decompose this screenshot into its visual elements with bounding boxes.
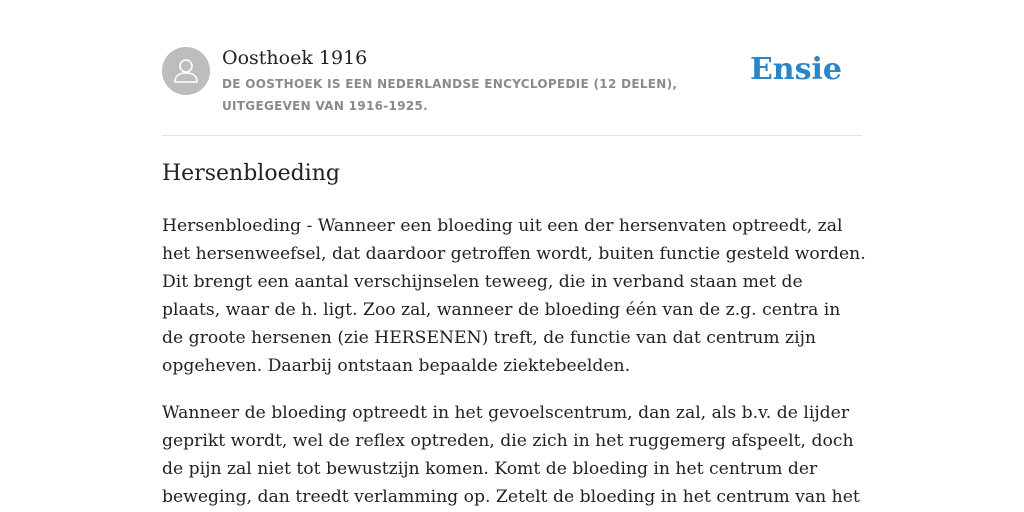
article-paragraph: Hersenbloeding - Wanneer een bloeding uit een der hersenvaten optreedt, zal het hersenweefsel, dat daardoor getroffen wordt, buiten functie gesteld worden. Dit brengt een aantal verschijnselen teweeg, die in verband staan met de plaats, waar de h. ligt. Zoo zal, wanneer de bloeding één van de z.g. centra in de groote hersenen (zie HERSENEN) treft, de functie van dat centrum zijn opgeheven. Daarbij ontstaan bepaalde ziektebeelden. [162,216,866,376]
source-header [162,46,862,136]
article-paragraph: Wanneer de bloeding optreedt in het gevoelscentrum, dan zal, als b.v. de lijder geprikt wordt, wel de reflex optreden, die zich in het ruggemerg afspeelt, doch de pijn zal niet tot bewustzijn komen. Komt de bloeding in het centrum der beweging, dan treedt verlamming op. Zetelt de bloeding in het centrum van het [162,403,860,507]
ensie-logo-link[interactable]: Ensie [749,52,842,87]
source-description: DE OOSTHOEK IS EEN NEDERLANDSE ENCYCLOPEDIE (12 DELEN), UITGEGEVEN VAN 1916-1925. [222,77,678,113]
article-title: Hersenbloeding [162,161,340,186]
header-divider [162,135,862,136]
article-body [162,212,866,512]
source-name[interactable]: Oosthoek 1916 [222,47,368,69]
user-silhouette-icon [162,47,210,95]
